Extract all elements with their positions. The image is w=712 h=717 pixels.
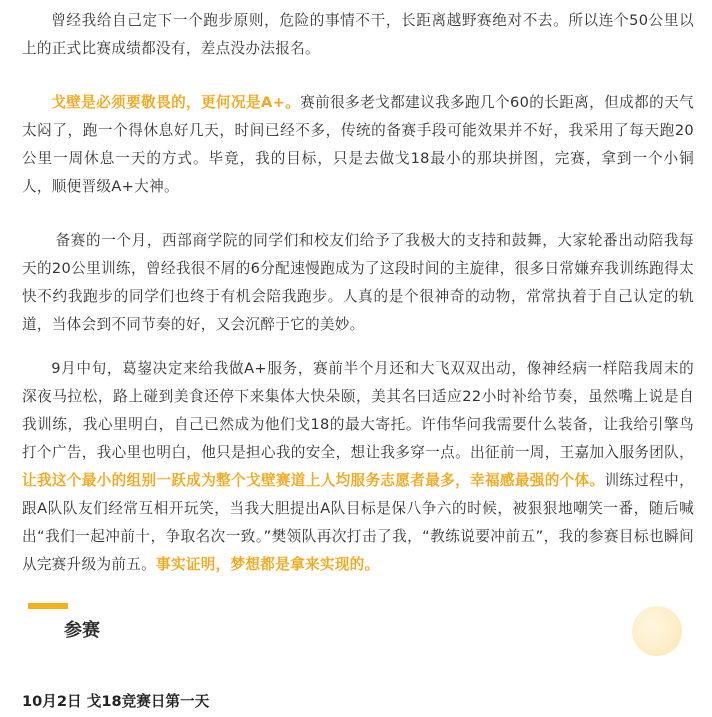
section-accent-bar [28,603,68,609]
paragraph-principle [22,7,694,63]
paragraph-text: 训练过程中，跟A队队友们经常互相开玩笑，当我大胆提出A队目标是保八争六的时候，被狠狠地嘲笑一番，随后喊出“我们一起冲前十，争取名次一致。”樊领队再次打击了我，“教练说要冲前五”，我的参赛目标也瞬间从完赛升级为前五。 [22,472,695,573]
day-heading: 10月2日 戈18竞赛日第一天 [22,693,210,710]
paragraph-training [22,227,694,339]
paragraph-preparation [22,89,694,201]
paragraph-text: 赛前很多老戈都建议我多跑几个60的长距离，但成都的天气太闷了，跑一个得休息好几天，时间已经不多，传统的备赛手段可能效果并不好，我采用了每天跑20公里一周休息一天的方式。毕竟，我的目标，只是去做戈18最小的那块拼图，完赛，拿到一个小铜人，顺便晋级A+大神。 [22,94,694,195]
highlight-text: 让我这个最小的组别一跃成为整个戈壁赛道上人均服务志愿者最多，幸福感最强的个体。 [22,472,605,489]
section-title: 参赛 [64,620,100,641]
highlight-text: 戈壁是必须要敬畏的，更何况是A+。 [51,94,301,111]
paragraph-text: 备赛的一个月，西部商学院的同学们和校友们给予了我极大的支持和鼓舞，大家轮番出动陪我每天的20公里训练，曾经我很不屑的6分配速慢跑成为了这段时间的主旋律，很多日常嫌弃我训练跑得太快不约我跑步的同学们也终于有机会陪我跑步。人真的是个很神奇的动物，常常执着于自己认定的轨道，当体会到不同节奏的好，又会沉醉于它的美妙。 [22,232,694,333]
paragraph-text: 9月中旬，葛鋆决定来给我做A+服务，赛前半个月还和大飞双双出动，像神经病一样陪我周末的深夜马拉松，路上碰到美食还停下来集体大快朵颐，美其名曰适应22小时补给节奏，虽然嘴上说是自我训练，我心里明白，自己已然成为他们戈18的最大寄托。许伟华问我需要什么装备，让我给引擎鸟打个广告，我心里也明白，他只是担心我的安全，想让我多穿一点。出征前一周，王嘉加入服务团队， [22,360,694,461]
decorative-circle [632,606,682,656]
paragraph-support-team [22,355,694,579]
paragraph-text: 曾经我给自己定下一个跑步原则，危险的事情不干，长距离越野赛绝对不去。所以连个50公里以上的正式比赛成绩都没有，差点没办法报名。 [22,12,694,57]
highlight-text: 事实证明，梦想都是拿来实现的。 [156,556,380,573]
